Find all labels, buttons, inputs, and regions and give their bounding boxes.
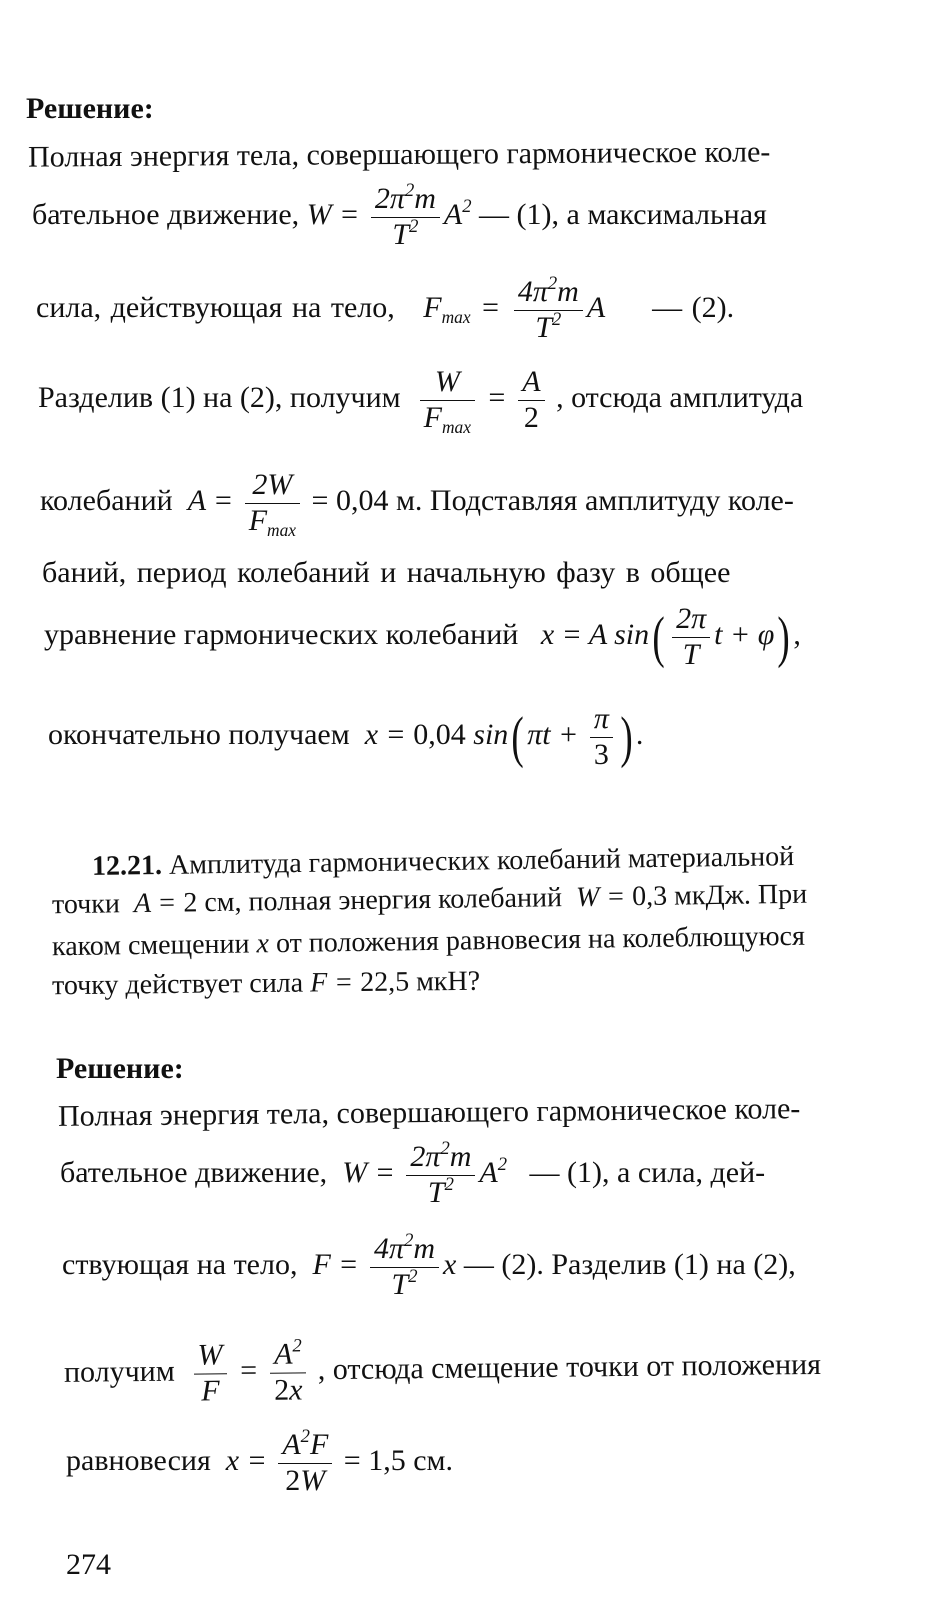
solution-1-line-5: колебаний A = $\frac{2W}{F_{max}}$ = 0,04 м. Подставляя амплитуду коле-: [40, 468, 794, 540]
page-number: 274: [66, 1548, 111, 1581]
ratio-formula: $\frac{W}{F_{max}}$ = $\frac{A}{2}$: [416, 381, 556, 414]
final-oscillation-equation: x = 0,04 sin( πt + $\frac{\pi}{3}$ ): [364, 702, 633, 771]
ratio-formula-2: $\frac{W}{F}$ = $\frac{A^2}{2x}$: [190, 1353, 318, 1387]
solution-2-line-4: получим $\frac{W}{F}$ = $\frac{A^2}{2x}$ , отсюда смещение точки от положения: [63, 1335, 822, 1408]
force-formula: F = $\frac{4\pi^2m}{T^2}$ x: [312, 1229, 464, 1301]
problem-number: 12.21.: [91, 849, 163, 882]
problem-line-2: точки A = 2 см, полная энергия колебаний W = 0,3 мкДж. При: [51, 878, 808, 921]
max-force-formula: $F_{max}$ = $\frac{4\pi^2m}{T^2}$ A: [423, 272, 615, 344]
displacement-formula: x = $\frac{A^2F}{2W}$: [226, 1444, 344, 1477]
solution-1-line-7: уравнение гармонических колебаний x = A sin( $\frac{2\pi}{T}$ t + φ) ,: [44, 602, 801, 671]
solution-1-line-8: окончательно получаем x = 0,04 sin( πt + $\frac{\pi}{3}$ ) .: [48, 702, 644, 771]
amplitude-formula: A = $\frac{2W}{F_{max}}$: [188, 484, 312, 517]
solution-1-line-1: Полная энергия тела, совершающего гармоническое коле-: [27, 135, 771, 174]
problem-line-3: каком смещении x от положения равновесия на колеблющуюся: [51, 920, 806, 963]
solution-1-line-2: бательное движение, W = $\frac{2\pi^2m}{T^2}$ $A^2$ — (1), а максимальная: [32, 179, 767, 251]
solution-1-line-6: баний, период колебаний и начальную фазу в общее: [42, 556, 731, 589]
solution-2-line-2: бательное движение, W = $\frac{2\pi^2m}{T^2}$ $A^2$ — (1), а сила, дей-: [60, 1137, 766, 1209]
problem-line-4: точку действует сила F = 22,5 мкН?: [51, 965, 481, 1002]
solution-2-line-5: равновесия x = $\frac{A^2F}{2W}$ = 1,5 см.: [66, 1425, 453, 1497]
solution-1-line-3: сила, действующая на тело, $F_{max}$ = $\frac{4\pi^2m}{T^2}$ A — (2).: [36, 272, 735, 344]
solution-heading-2: Решение:: [56, 1052, 184, 1085]
energy-formula: W = $\frac{2\pi^2m}{T^2}$ $A^2$: [306, 179, 472, 251]
solution-1-line-4: Разделив (1) на (2), получим $\frac{W}{F_{max}}$ = $\frac{A}{2}$ , отсюда амплитуда: [38, 365, 804, 437]
solution-2-line-3: ствующая на тело, F = $\frac{4\pi^2m}{T^2}$ x — (2). Разделив (1) на (2),: [62, 1229, 796, 1301]
solution-heading-1: Решение:: [26, 92, 154, 125]
solution-2-line-1: Полная энергия тела, совершающего гармоническое коле-: [57, 1092, 801, 1133]
problem-line-1: 12.21. Амплитуда гармонических колебаний материальной: [91, 841, 795, 882]
energy-formula-2: W = $\frac{2\pi^2m}{T^2}$ $A^2$: [342, 1137, 508, 1209]
general-oscillation-equation: x = A sin( $\frac{2\pi}{T}$ t + φ): [540, 602, 791, 671]
